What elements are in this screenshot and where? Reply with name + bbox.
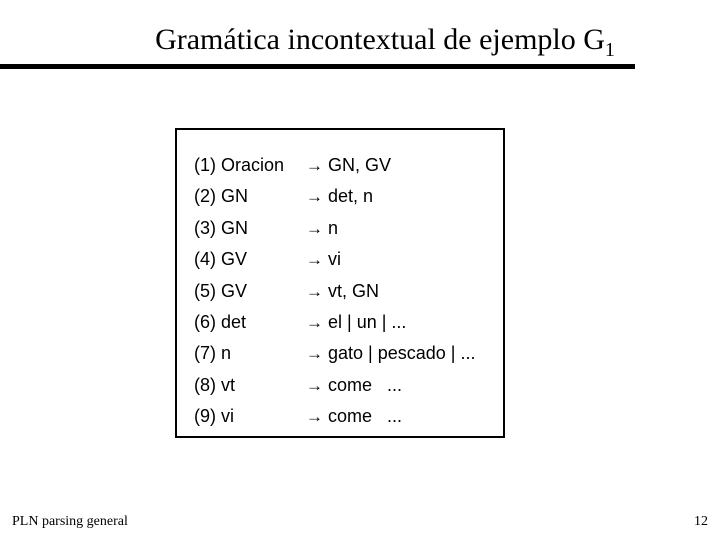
arrow-icon: → xyxy=(306,312,323,332)
arrow-icon: → xyxy=(306,344,323,364)
title-underline xyxy=(0,64,635,69)
rule-rhs: vt, GN xyxy=(328,280,380,301)
page-number: 12 xyxy=(694,514,708,529)
rule-rhs: come ... xyxy=(328,406,403,427)
footer-course-label: PLN parsing general xyxy=(12,514,128,529)
slide-title xyxy=(0,20,720,60)
rule-lhs: (3) GN xyxy=(194,217,248,238)
rule-rhs: el | un | ... xyxy=(328,311,407,332)
arrow-icon: → xyxy=(306,156,323,175)
arrow-icon: → xyxy=(306,250,323,270)
slide-title-text: Gramática incontextual de ejemplo G xyxy=(155,23,605,56)
rule-lhs: (5) GV xyxy=(194,280,248,301)
rule-rhs: n xyxy=(328,217,339,238)
rule-lhs: (1) Oracion xyxy=(194,155,285,175)
rule-lhs: (7) n xyxy=(194,343,232,364)
rule-rhs: det, n xyxy=(328,186,374,207)
rule-rhs: GN, GV xyxy=(328,155,392,175)
rule-rhs: gato | pescado | ... xyxy=(328,343,476,364)
arrow-icon: → xyxy=(306,218,323,238)
rule-lhs: (8) vt xyxy=(194,374,236,395)
arrow-icon: → xyxy=(306,407,323,427)
rule-lhs: (6) det xyxy=(194,311,247,332)
rule-rhs: vi xyxy=(328,249,341,270)
rule-lhs: (2) GN xyxy=(194,186,248,207)
arrow-icon: → xyxy=(306,375,323,395)
rule-lhs: (9) vi xyxy=(194,406,234,427)
slide-title-subscript: 1 xyxy=(604,39,615,61)
grammar-box xyxy=(175,128,505,438)
rule-rhs: come ... xyxy=(328,374,403,395)
arrow-icon: → xyxy=(306,187,323,207)
arrow-icon: → xyxy=(306,281,323,301)
rule-lhs: (4) GV xyxy=(194,249,248,270)
